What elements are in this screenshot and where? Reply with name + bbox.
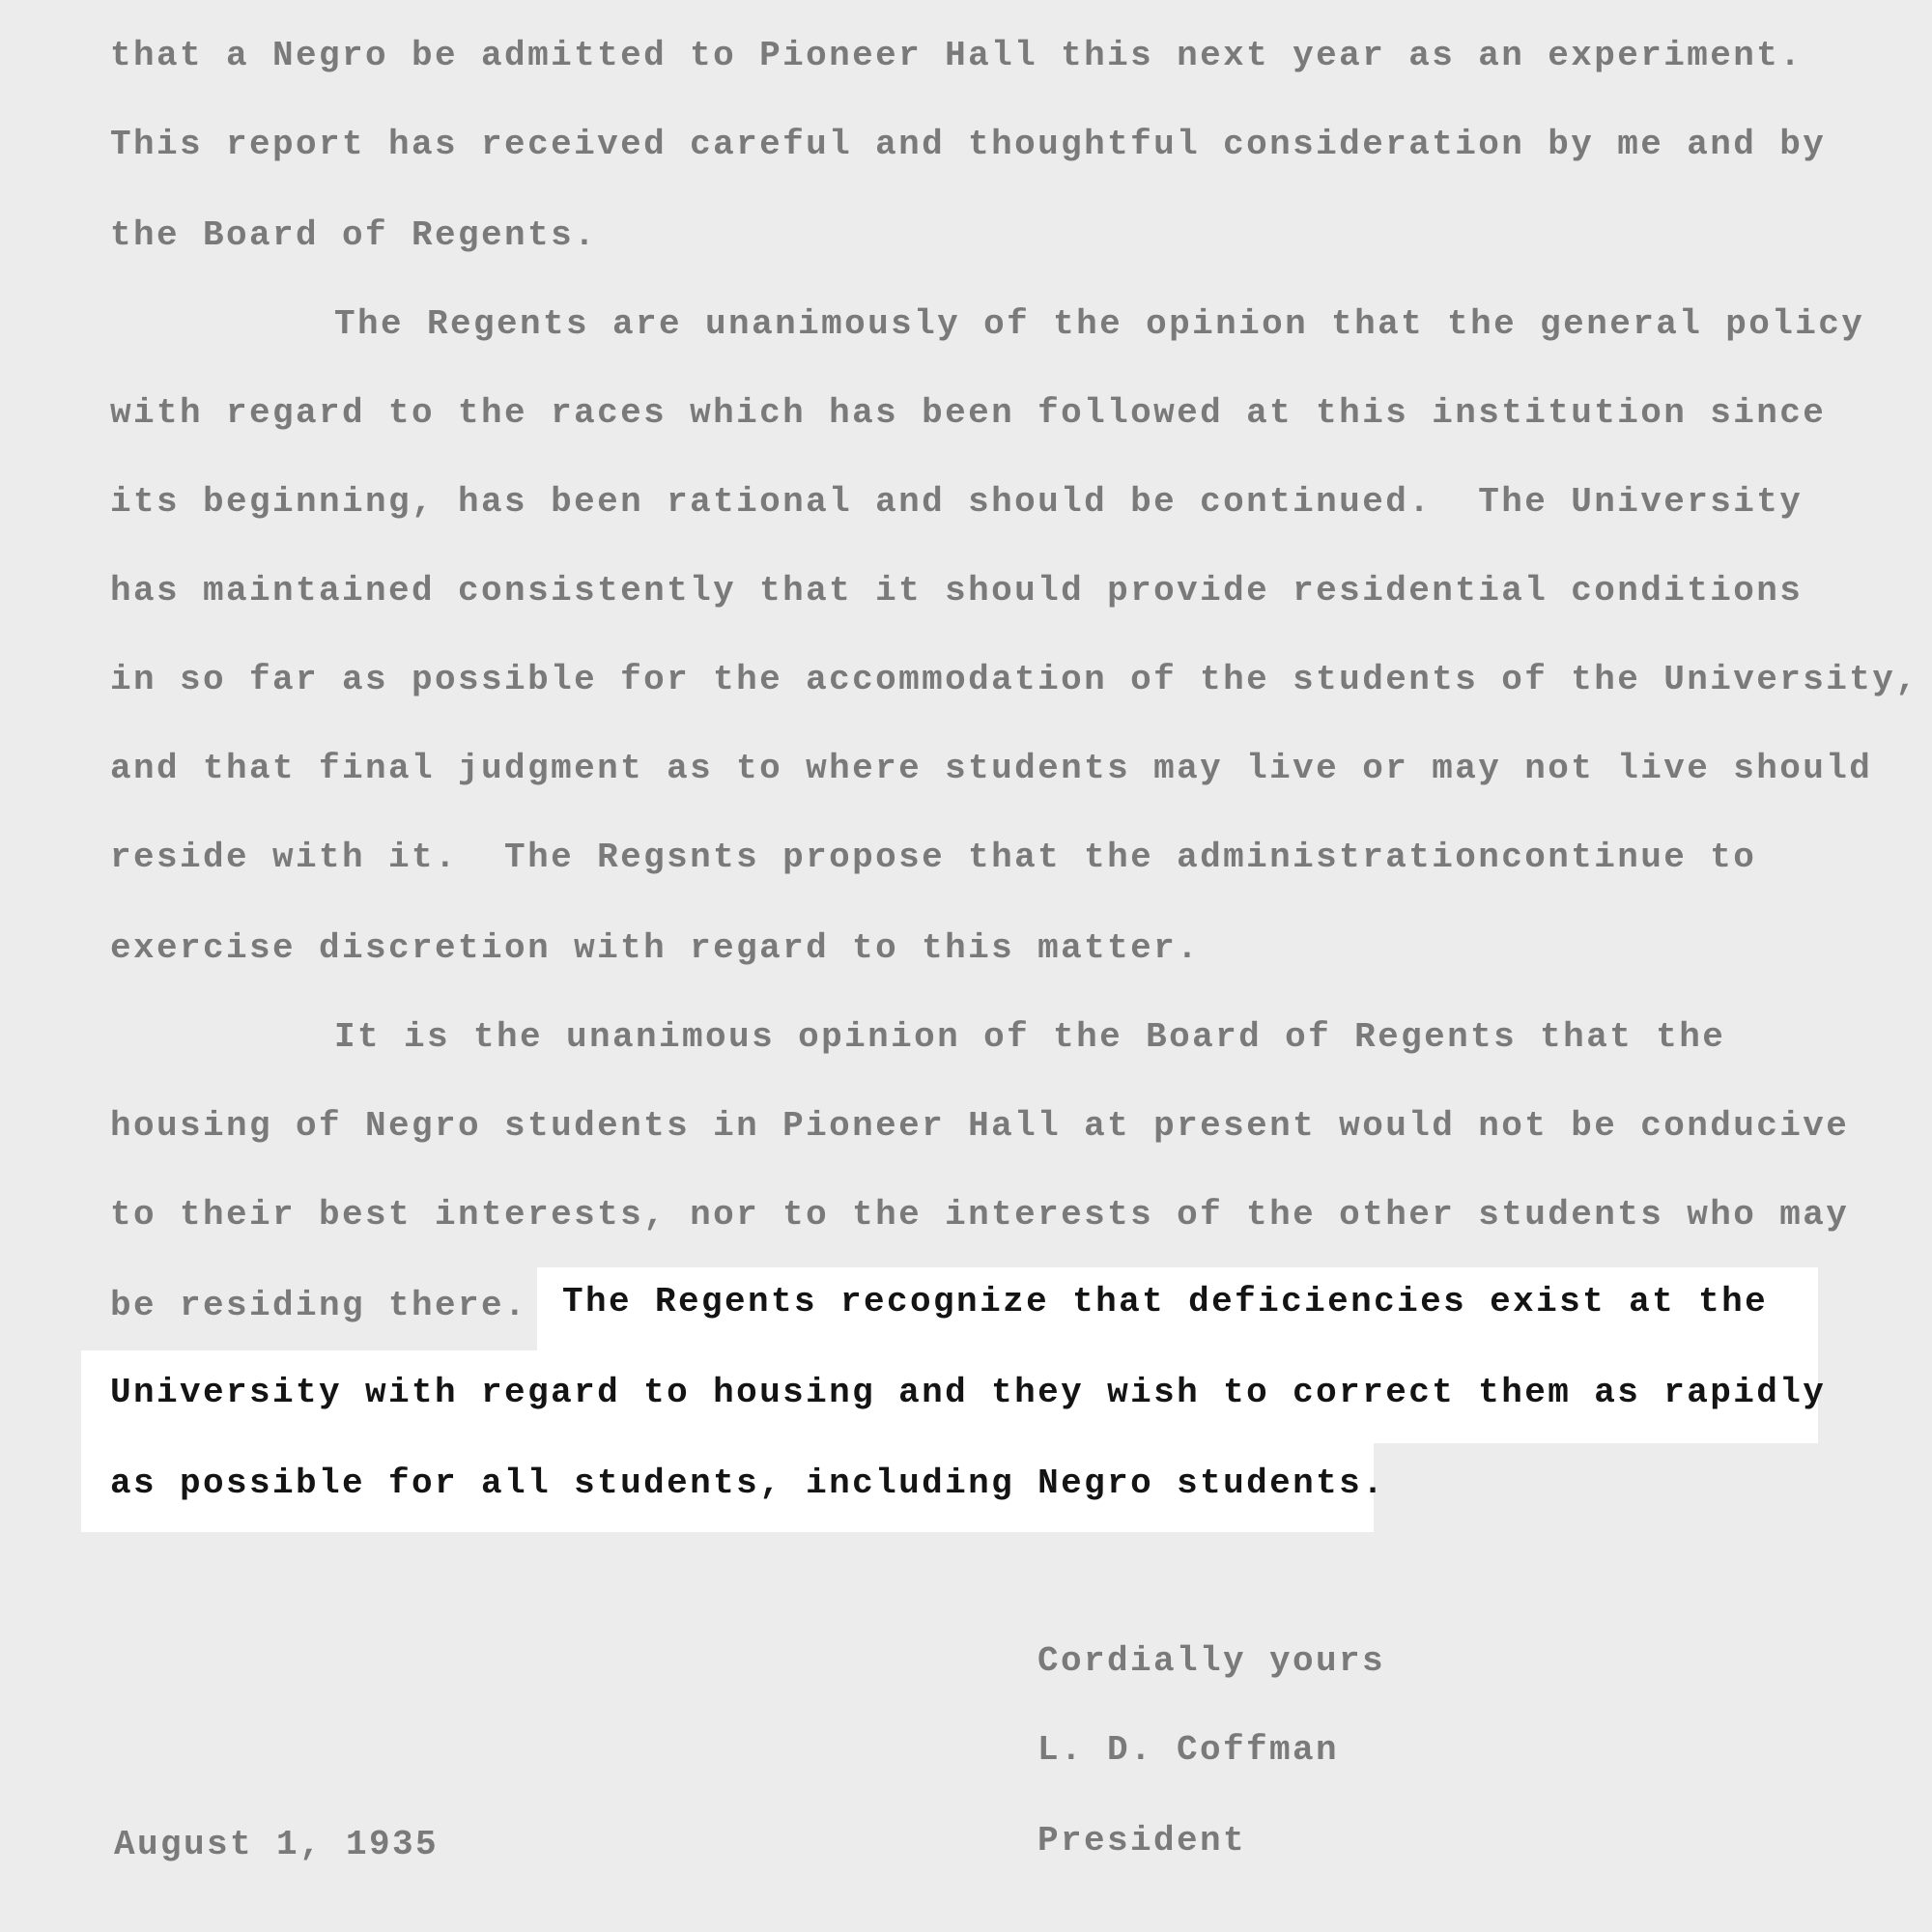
highlighted-line-1: The Regents recognize that deficiencies exist at the (562, 1282, 1769, 1321)
body-line-6: its beginning, has been rational and should be continued. The University (110, 482, 1804, 522)
body-line-8: in so far as possible for the accommodation of the students of the University, (110, 660, 1919, 699)
highlighted-line-2: University with regard to housing and they wish to correct them as rapidly (110, 1373, 1827, 1412)
body-line-7: has maintained consistently that it should provide residential conditions (110, 571, 1804, 611)
body-line-1: that a Negro be admitted to Pioneer Hall this next year as an experiment. (110, 36, 1804, 75)
closing-salutation: Cordially yours (1037, 1641, 1386, 1681)
body-line-2: This report has received careful and thoughtful consideration by me and by (110, 125, 1827, 164)
body-line-13: housing of Negro students in Pioneer Hall at present would not be conducive (110, 1106, 1850, 1146)
body-line-10: reside with it. The Regsnts propose that the administrationcontinue to (110, 838, 1757, 877)
body-line-3: the Board of Regents. (110, 215, 598, 255)
body-line-15: be residing there. (110, 1286, 528, 1325)
body-line-12: It is the unanimous opinion of the Board of Regents that the (334, 1017, 1726, 1057)
body-line-14: to their best interests, nor to the interests of the other students who may (110, 1195, 1850, 1235)
body-line-9: and that final judgment as to where students may live or may not live should (110, 749, 1873, 788)
body-line-5: with regard to the races which has been followed at this institution since (110, 393, 1827, 433)
signer-name: L. D. Coffman (1037, 1730, 1340, 1770)
body-line-4: The Regents are unanimously of the opinion that the general policy (334, 304, 1865, 344)
letter-date: August 1, 1935 (114, 1825, 440, 1864)
body-line-11: exercise discretion with regard to this matter. (110, 928, 1201, 968)
signer-title: President (1037, 1821, 1247, 1861)
highlighted-line-3: as possible for all students, including Negro students. (110, 1463, 1386, 1503)
